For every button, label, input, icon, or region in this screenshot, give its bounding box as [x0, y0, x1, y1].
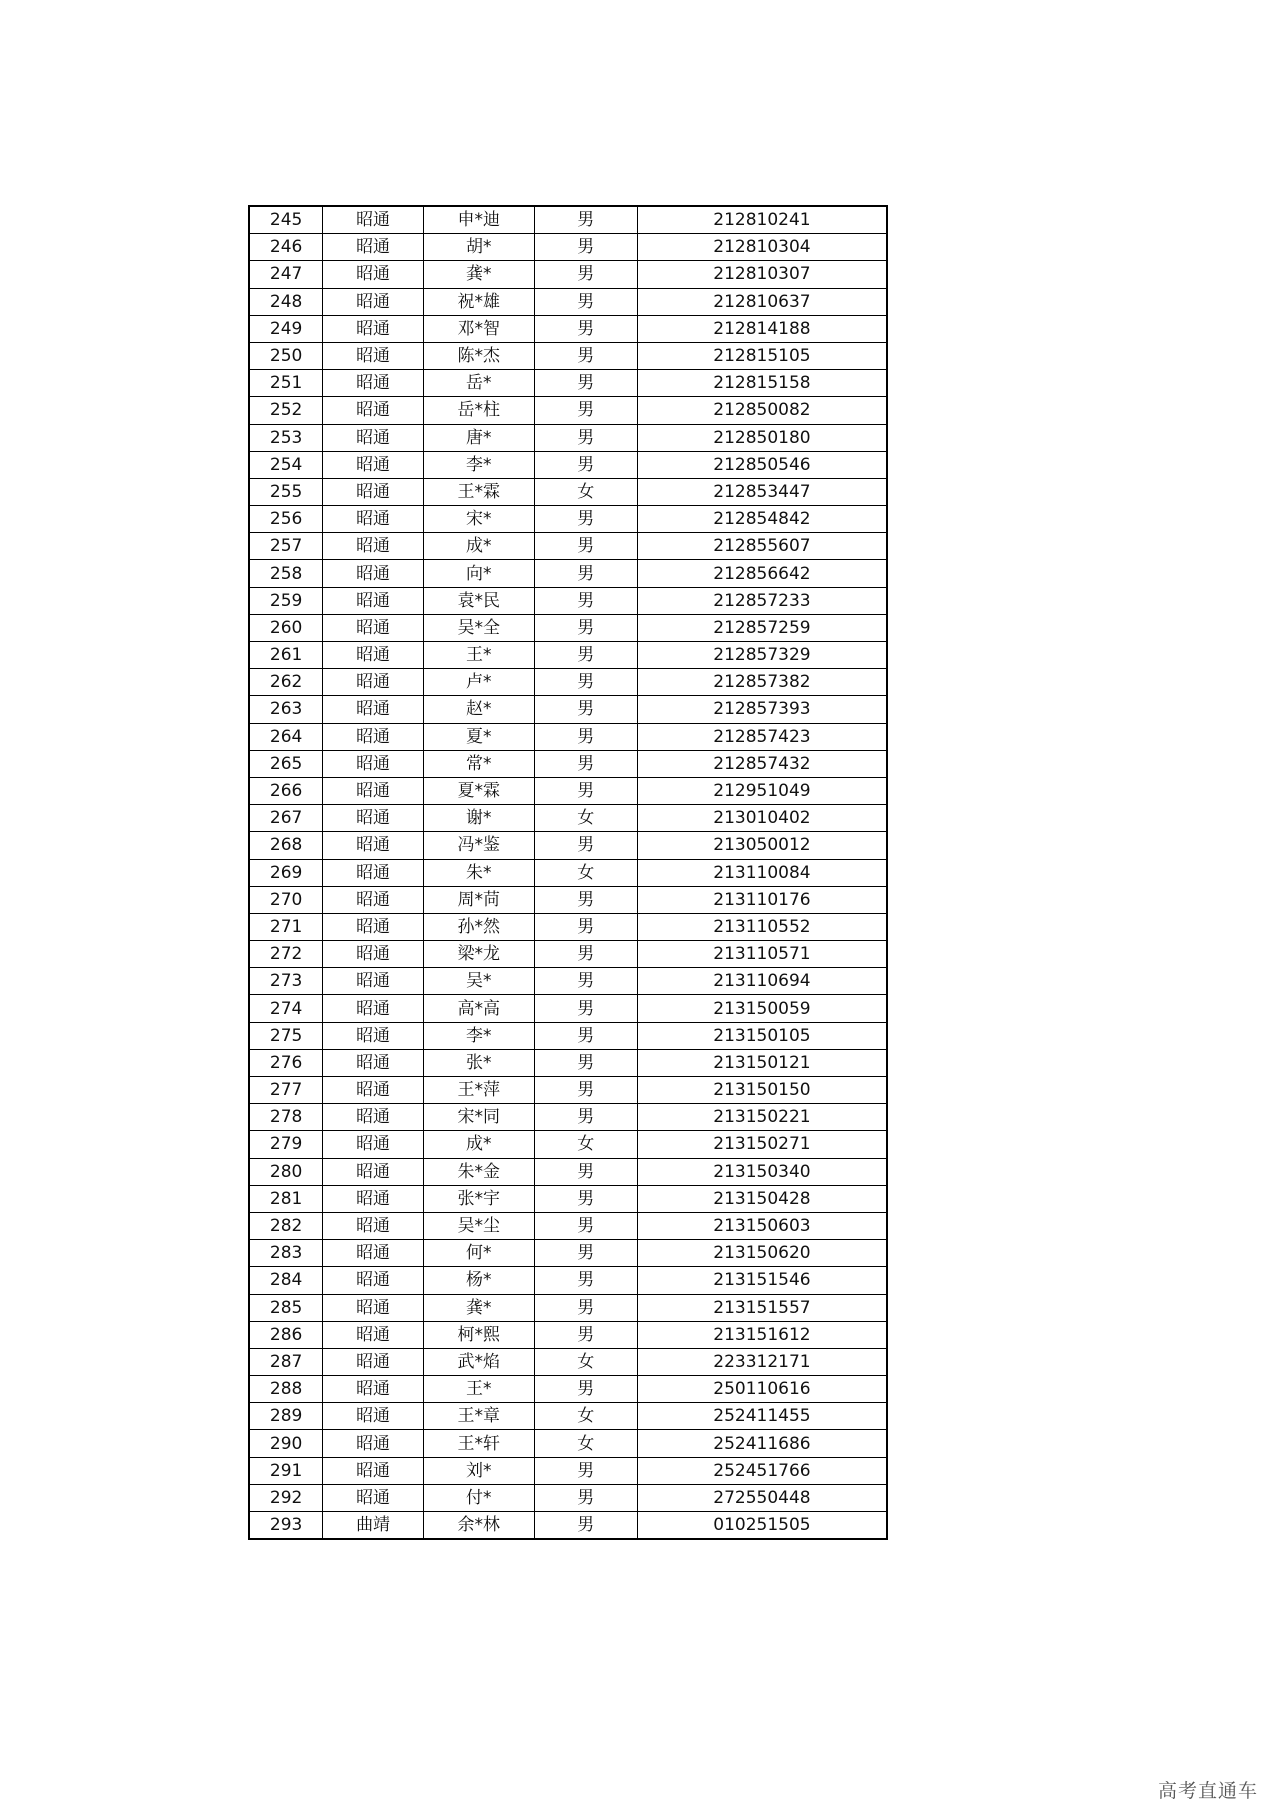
exam-id-cell: 212854842: [637, 506, 887, 533]
table-row: [249, 288, 887, 315]
exam-id-cell: 212850180: [637, 424, 887, 451]
exam-id-cell: 213010402: [637, 805, 887, 832]
table-row: [249, 723, 887, 750]
roster-table: [248, 205, 888, 1540]
region-cell: 昭通: [323, 315, 424, 342]
row-number-cell: 282: [249, 1212, 323, 1239]
exam-id-cell: 213110084: [637, 859, 887, 886]
exam-id-cell: 213110552: [637, 913, 887, 940]
table-row: [249, 669, 887, 696]
row-number-cell: 291: [249, 1457, 323, 1484]
name-cell: 李*: [423, 1022, 534, 1049]
table-row: [249, 642, 887, 669]
row-number-cell: 265: [249, 750, 323, 777]
gender-cell: 男: [534, 533, 637, 560]
exam-id-cell: 213150221: [637, 1104, 887, 1131]
region-cell: 昭通: [323, 1240, 424, 1267]
name-cell: 岳*: [423, 370, 534, 397]
table-row: [249, 1104, 887, 1131]
table-row: [249, 1240, 887, 1267]
region-cell: 昭通: [323, 1376, 424, 1403]
table-row: [249, 397, 887, 424]
row-number-cell: 287: [249, 1348, 323, 1375]
gender-cell: 男: [534, 669, 637, 696]
name-cell: 赵*: [423, 696, 534, 723]
exam-id-cell: 252451766: [637, 1457, 887, 1484]
exam-id-cell: 212857329: [637, 642, 887, 669]
table-row: [249, 913, 887, 940]
region-cell: 昭通: [323, 261, 424, 288]
region-cell: 昭通: [323, 206, 424, 234]
exam-id-cell: 212857432: [637, 750, 887, 777]
gender-cell: 男: [534, 261, 637, 288]
table-row: [249, 315, 887, 342]
region-cell: 昭通: [323, 478, 424, 505]
region-cell: 昭通: [323, 342, 424, 369]
row-number-cell: 274: [249, 995, 323, 1022]
table-row: [249, 1294, 887, 1321]
row-number-cell: 268: [249, 832, 323, 859]
region-cell: 昭通: [323, 1049, 424, 1076]
row-number-cell: 278: [249, 1104, 323, 1131]
gender-cell: 男: [534, 424, 637, 451]
name-cell: 祝*雄: [423, 288, 534, 315]
exam-id-cell: 213110176: [637, 886, 887, 913]
gender-cell: 男: [534, 1049, 637, 1076]
table-row: [249, 1512, 887, 1540]
roster-table-body: [249, 206, 887, 1539]
gender-cell: 男: [534, 1267, 637, 1294]
exam-id-cell: 213150150: [637, 1077, 887, 1104]
table-row: [249, 370, 887, 397]
name-cell: 王*章: [423, 1403, 534, 1430]
name-cell: 邓*智: [423, 315, 534, 342]
exam-id-cell: 212855607: [637, 533, 887, 560]
gender-cell: 男: [534, 1376, 637, 1403]
table-row: [249, 614, 887, 641]
gender-cell: 男: [534, 587, 637, 614]
gender-cell: 男: [534, 696, 637, 723]
table-row: [249, 424, 887, 451]
gender-cell: 男: [534, 1240, 637, 1267]
region-cell: 昭通: [323, 370, 424, 397]
name-cell: 何*: [423, 1240, 534, 1267]
gender-cell: 女: [534, 1403, 637, 1430]
name-cell: 刘*: [423, 1457, 534, 1484]
name-cell: 宋*同: [423, 1104, 534, 1131]
exam-id-cell: 212810307: [637, 261, 887, 288]
region-cell: 昭通: [323, 669, 424, 696]
name-cell: 余*林: [423, 1512, 534, 1540]
row-number-cell: 266: [249, 777, 323, 804]
gender-cell: 男: [534, 1484, 637, 1511]
gender-cell: 男: [534, 1077, 637, 1104]
row-number-cell: 260: [249, 614, 323, 641]
region-cell: 昭通: [323, 1294, 424, 1321]
exam-id-cell: 213150121: [637, 1049, 887, 1076]
exam-id-cell: 212810241: [637, 206, 887, 234]
row-number-cell: 256: [249, 506, 323, 533]
row-number-cell: 247: [249, 261, 323, 288]
name-cell: 高*高: [423, 995, 534, 1022]
exam-id-cell: 213151557: [637, 1294, 887, 1321]
exam-id-cell: 213110571: [637, 941, 887, 968]
region-cell: 昭通: [323, 1484, 424, 1511]
gender-cell: 男: [534, 614, 637, 641]
region-cell: 昭通: [323, 1348, 424, 1375]
row-number-cell: 290: [249, 1430, 323, 1457]
exam-id-cell: 213150620: [637, 1240, 887, 1267]
name-cell: 成*: [423, 533, 534, 560]
table-row: [249, 995, 887, 1022]
name-cell: 吴*全: [423, 614, 534, 641]
gender-cell: 男: [534, 941, 637, 968]
exam-id-cell: 213150340: [637, 1158, 887, 1185]
name-cell: 王*萍: [423, 1077, 534, 1104]
table-row: [249, 261, 887, 288]
region-cell: 昭通: [323, 805, 424, 832]
row-number-cell: 273: [249, 968, 323, 995]
exam-id-cell: 223312171: [637, 1348, 887, 1375]
gender-cell: 男: [534, 1512, 637, 1540]
exam-id-cell: 212815105: [637, 342, 887, 369]
name-cell: 梁*龙: [423, 941, 534, 968]
name-cell: 陈*杰: [423, 342, 534, 369]
name-cell: 成*: [423, 1131, 534, 1158]
name-cell: 王*: [423, 1376, 534, 1403]
region-cell: 昭通: [323, 1104, 424, 1131]
region-cell: 昭通: [323, 832, 424, 859]
row-number-cell: 293: [249, 1512, 323, 1540]
table-row: [249, 1158, 887, 1185]
gender-cell: 男: [534, 642, 637, 669]
name-cell: 吴*尘: [423, 1212, 534, 1239]
name-cell: 王*轩: [423, 1430, 534, 1457]
gender-cell: 男: [534, 206, 637, 234]
table-row: [249, 1022, 887, 1049]
name-cell: 张*宇: [423, 1185, 534, 1212]
name-cell: 朱*金: [423, 1158, 534, 1185]
table-row: [249, 1049, 887, 1076]
row-number-cell: 250: [249, 342, 323, 369]
region-cell: 昭通: [323, 696, 424, 723]
row-number-cell: 258: [249, 560, 323, 587]
name-cell: 唐*: [423, 424, 534, 451]
region-cell: 昭通: [323, 1267, 424, 1294]
gender-cell: 女: [534, 1348, 637, 1375]
gender-cell: 女: [534, 1430, 637, 1457]
gender-cell: 男: [534, 1022, 637, 1049]
exam-id-cell: 212850082: [637, 397, 887, 424]
name-cell: 周*苘: [423, 886, 534, 913]
table-row: [249, 1267, 887, 1294]
gender-cell: 男: [534, 370, 637, 397]
table-row: [249, 1348, 887, 1375]
region-cell: 昭通: [323, 533, 424, 560]
region-cell: 昭通: [323, 723, 424, 750]
table-row: [249, 1077, 887, 1104]
name-cell: 冯*鉴: [423, 832, 534, 859]
gender-cell: 男: [534, 1294, 637, 1321]
gender-cell: 男: [534, 995, 637, 1022]
region-cell: 昭通: [323, 750, 424, 777]
gender-cell: 女: [534, 859, 637, 886]
row-number-cell: 253: [249, 424, 323, 451]
table-row: [249, 478, 887, 505]
table-row: [249, 587, 887, 614]
gender-cell: 女: [534, 478, 637, 505]
table-row: [249, 1457, 887, 1484]
table-row: [249, 1484, 887, 1511]
gender-cell: 男: [534, 1104, 637, 1131]
exam-id-cell: 213150428: [637, 1185, 887, 1212]
gender-cell: 男: [534, 1212, 637, 1239]
name-cell: 谢*: [423, 805, 534, 832]
table-row: [249, 506, 887, 533]
exam-id-cell: 213050012: [637, 832, 887, 859]
region-cell: 昭通: [323, 1158, 424, 1185]
row-number-cell: 255: [249, 478, 323, 505]
name-cell: 李*: [423, 451, 534, 478]
name-cell: 朱*: [423, 859, 534, 886]
table-row: [249, 832, 887, 859]
table-row: [249, 968, 887, 995]
row-number-cell: 275: [249, 1022, 323, 1049]
row-number-cell: 276: [249, 1049, 323, 1076]
gender-cell: 男: [534, 913, 637, 940]
region-cell: 昭通: [323, 288, 424, 315]
exam-id-cell: 212857423: [637, 723, 887, 750]
row-number-cell: 262: [249, 669, 323, 696]
name-cell: 付*: [423, 1484, 534, 1511]
table-row: [249, 805, 887, 832]
gender-cell: 男: [534, 777, 637, 804]
row-number-cell: 286: [249, 1321, 323, 1348]
exam-id-cell: 252411686: [637, 1430, 887, 1457]
table-row: [249, 777, 887, 804]
exam-id-cell: 212853447: [637, 478, 887, 505]
table-row: [249, 234, 887, 261]
region-cell: 昭通: [323, 614, 424, 641]
row-number-cell: 248: [249, 288, 323, 315]
region-cell: 昭通: [323, 859, 424, 886]
name-cell: 龚*: [423, 261, 534, 288]
gender-cell: 男: [534, 397, 637, 424]
row-number-cell: 292: [249, 1484, 323, 1511]
region-cell: 昭通: [323, 777, 424, 804]
exam-id-cell: 272550448: [637, 1484, 887, 1511]
exam-id-cell: 212810304: [637, 234, 887, 261]
exam-id-cell: 213150603: [637, 1212, 887, 1239]
gender-cell: 女: [534, 805, 637, 832]
name-cell: 王*: [423, 642, 534, 669]
name-cell: 孙*然: [423, 913, 534, 940]
table-row: [249, 1185, 887, 1212]
row-number-cell: 279: [249, 1131, 323, 1158]
table-row: [249, 1403, 887, 1430]
region-cell: 昭通: [323, 506, 424, 533]
row-number-cell: 281: [249, 1185, 323, 1212]
name-cell: 胡*: [423, 234, 534, 261]
region-cell: 昭通: [323, 560, 424, 587]
region-cell: 昭通: [323, 234, 424, 261]
table-row: [249, 941, 887, 968]
region-cell: 昭通: [323, 941, 424, 968]
region-cell: 昭通: [323, 1131, 424, 1158]
region-cell: 昭通: [323, 1185, 424, 1212]
row-number-cell: 245: [249, 206, 323, 234]
row-number-cell: 288: [249, 1376, 323, 1403]
name-cell: 卢*: [423, 669, 534, 696]
exam-id-cell: 250110616: [637, 1376, 887, 1403]
gender-cell: 男: [534, 723, 637, 750]
exam-id-cell: 213150271: [637, 1131, 887, 1158]
gender-cell: 男: [534, 451, 637, 478]
exam-id-cell: 213151612: [637, 1321, 887, 1348]
table-row: [249, 1376, 887, 1403]
region-cell: 昭通: [323, 642, 424, 669]
name-cell: 龚*: [423, 1294, 534, 1321]
row-number-cell: 246: [249, 234, 323, 261]
row-number-cell: 285: [249, 1294, 323, 1321]
gender-cell: 男: [534, 315, 637, 342]
table-row: [249, 1131, 887, 1158]
row-number-cell: 252: [249, 397, 323, 424]
region-cell: 昭通: [323, 1403, 424, 1430]
exam-id-cell: 213150105: [637, 1022, 887, 1049]
name-cell: 夏*: [423, 723, 534, 750]
name-cell: 武*焰: [423, 1348, 534, 1375]
exam-id-cell: 213151546: [637, 1267, 887, 1294]
exam-id-cell: 212815158: [637, 370, 887, 397]
region-cell: 昭通: [323, 1022, 424, 1049]
exam-id-cell: 212814188: [637, 315, 887, 342]
gender-cell: 男: [534, 1185, 637, 1212]
exam-id-cell: 252411455: [637, 1403, 887, 1430]
gender-cell: 男: [534, 1457, 637, 1484]
table-row: [249, 886, 887, 913]
name-cell: 张*: [423, 1049, 534, 1076]
exam-id-cell: 212857259: [637, 614, 887, 641]
name-cell: 岳*柱: [423, 397, 534, 424]
table-row: [249, 1321, 887, 1348]
table-row: [249, 451, 887, 478]
row-number-cell: 261: [249, 642, 323, 669]
watermark-text: 高考直通车: [1157, 1780, 1258, 1802]
region-cell: 曲靖: [323, 1512, 424, 1540]
gender-cell: 男: [534, 1158, 637, 1185]
exam-id-cell: 213110694: [637, 968, 887, 995]
row-number-cell: 259: [249, 587, 323, 614]
name-cell: 柯*熙: [423, 1321, 534, 1348]
exam-id-cell: 212856642: [637, 560, 887, 587]
name-cell: 夏*霖: [423, 777, 534, 804]
table-row: [249, 206, 887, 234]
exam-id-cell: 212850546: [637, 451, 887, 478]
region-cell: 昭通: [323, 424, 424, 451]
table-row: [249, 560, 887, 587]
row-number-cell: 249: [249, 315, 323, 342]
row-number-cell: 254: [249, 451, 323, 478]
table-row: [249, 342, 887, 369]
exam-id-cell: 212857233: [637, 587, 887, 614]
region-cell: 昭通: [323, 913, 424, 940]
name-cell: 向*: [423, 560, 534, 587]
table-row: [249, 750, 887, 777]
gender-cell: 男: [534, 506, 637, 533]
region-cell: 昭通: [323, 1457, 424, 1484]
exam-id-cell: 212810637: [637, 288, 887, 315]
table-row: [249, 696, 887, 723]
gender-cell: 男: [534, 234, 637, 261]
row-number-cell: 272: [249, 941, 323, 968]
region-cell: 昭通: [323, 1212, 424, 1239]
region-cell: 昭通: [323, 886, 424, 913]
table-row: [249, 1430, 887, 1457]
name-cell: 常*: [423, 750, 534, 777]
exam-id-cell: 213150059: [637, 995, 887, 1022]
name-cell: 吴*: [423, 968, 534, 995]
exam-id-cell: 212857393: [637, 696, 887, 723]
region-cell: 昭通: [323, 995, 424, 1022]
gender-cell: 男: [534, 1321, 637, 1348]
exam-id-cell: 212951049: [637, 777, 887, 804]
row-number-cell: 289: [249, 1403, 323, 1430]
gender-cell: 女: [534, 1131, 637, 1158]
row-number-cell: 270: [249, 886, 323, 913]
gender-cell: 男: [534, 968, 637, 995]
name-cell: 宋*: [423, 506, 534, 533]
gender-cell: 男: [534, 832, 637, 859]
gender-cell: 男: [534, 750, 637, 777]
table-row: [249, 1212, 887, 1239]
row-number-cell: 264: [249, 723, 323, 750]
region-cell: 昭通: [323, 587, 424, 614]
region-cell: 昭通: [323, 1321, 424, 1348]
row-number-cell: 284: [249, 1267, 323, 1294]
table-row: [249, 533, 887, 560]
gender-cell: 男: [534, 886, 637, 913]
row-number-cell: 283: [249, 1240, 323, 1267]
name-cell: 袁*民: [423, 587, 534, 614]
name-cell: 申*迪: [423, 206, 534, 234]
name-cell: 杨*: [423, 1267, 534, 1294]
region-cell: 昭通: [323, 968, 424, 995]
name-cell: 王*霖: [423, 478, 534, 505]
region-cell: 昭通: [323, 397, 424, 424]
exam-id-cell: 010251505: [637, 1512, 887, 1540]
region-cell: 昭通: [323, 1430, 424, 1457]
row-number-cell: 277: [249, 1077, 323, 1104]
row-number-cell: 263: [249, 696, 323, 723]
gender-cell: 男: [534, 342, 637, 369]
gender-cell: 男: [534, 560, 637, 587]
gender-cell: 男: [534, 288, 637, 315]
row-number-cell: 257: [249, 533, 323, 560]
row-number-cell: 269: [249, 859, 323, 886]
table-row: [249, 859, 887, 886]
row-number-cell: 271: [249, 913, 323, 940]
region-cell: 昭通: [323, 451, 424, 478]
exam-id-cell: 212857382: [637, 669, 887, 696]
row-number-cell: 251: [249, 370, 323, 397]
region-cell: 昭通: [323, 1077, 424, 1104]
row-number-cell: 280: [249, 1158, 323, 1185]
row-number-cell: 267: [249, 805, 323, 832]
